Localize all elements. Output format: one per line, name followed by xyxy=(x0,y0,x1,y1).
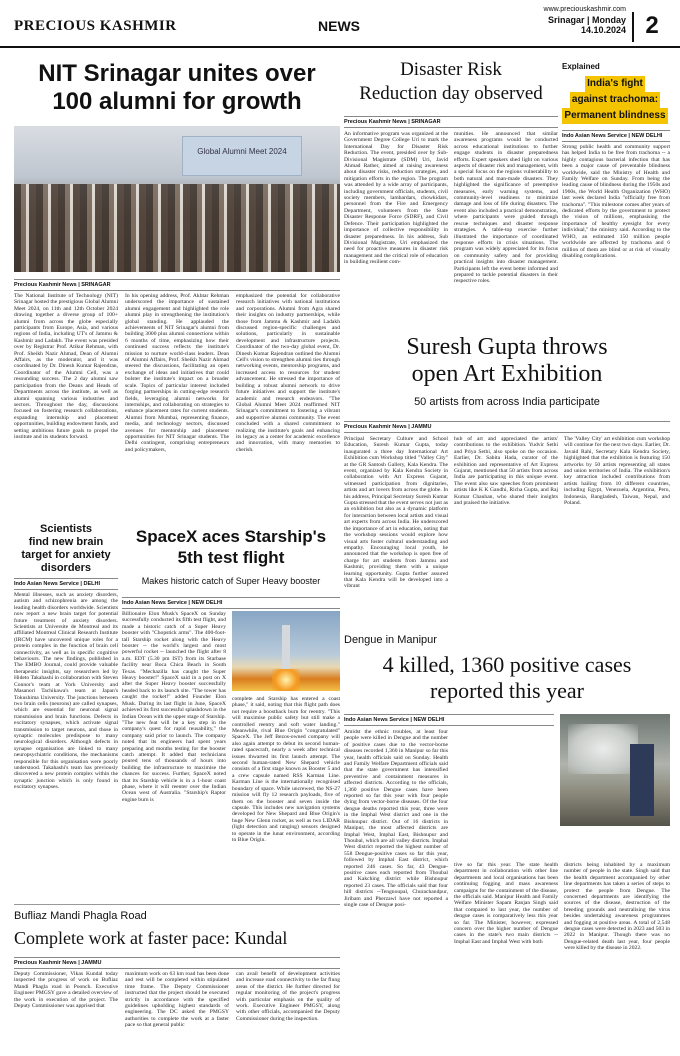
road-column-2: maximum work on 63 km road has been done and rest will be completed within stipulated time frame. The Deputy Commissioner instructed that the project should be executed strictly in accordance with the specified guidelines upholding highest standards of engineering. The DC asked the PMGSY authorities to complete the work at a faster pace so that general public xyxy=(125,971,229,1029)
nit-column-3: emphasized the potential for collaborative research initiatives with national institutions and corporations. Alumni from Agra shared their insights on industry partnerships, while those from Jammu & Kashmir and Ladakh discussed region-specific challenges and solutions, particularly in sustainable development and infrastructure projects. Coordinator of the two-day global event, Dr. Dinesh Kumar Rajendran outlined the Alumni Cell's vision to strengthen alumni ties through networking events, mentorship programs, and increased access to resources for student advancement. He stressed the importance of building a robust alumni network to drive future initiatives and support the institute's academic and research endeavors. "The Global Alumni Meet 2024 reaffirmed NIT Srinagar's commitment to fostering a vibrant and supportive alumni community. The event concluded with a shared commitment to realizing the institute's goals and enhancing its legacy as a center for academic excellence and innovation, with many memories to cherish. xyxy=(236,293,340,453)
dengue-headline-line-2: reported this year xyxy=(430,678,584,703)
spacex-launch-photo xyxy=(232,611,340,691)
trachoma-headline-line-2: against trachoma: xyxy=(570,92,660,108)
dengue-column-2: tive so far this year. The state health department in collaboration with other line departments and local organisations has been continuing fogging and mass awareness campaigns for the containment of the disease, the officials said. Manipur Health and Family Welfare Minister Sapam Ranjan Singh said that compared to last year, the number of dengue cases is comparatively less this year so far. The Minister, however, expressed concern over the higher number of Dengue cases in the state's two main districts -- Imphal East and Imphal West with both xyxy=(454,862,558,945)
page-number: 2 xyxy=(632,12,670,42)
road-kicker: Bufliaz Mandi Phagla Road xyxy=(14,910,147,922)
section-label: NEWS xyxy=(318,18,360,34)
spacex-subhead: Makes historic catch of Super Heavy booster xyxy=(141,576,321,586)
nit-headline-line-2: 100 alumni for growth xyxy=(52,88,302,115)
disaster-byline: Precious Kashmir News | SRINAGAR xyxy=(344,116,558,128)
spacex-column-2: complete and Starship has entered a coast phase," it said, noting that this flight path does not require a boostback burn for reentry. "This will maximise public safety but still make a controlled reentry and soft water landing." Meanwhile, rival Blue Origin "congratulated" SpaceX. The Jeff Bezos-owned company will also again attempt to debut its second human-rated spacecraft, nearly a week after technical issues thwarted its first launch attempt. The second human-rated New Shepard vehicle consists of a first stage known as Booster 5 and a crew capsule named RSS Karman Line. Karman Line is the internationally recognised boundary of space. While uncrewed, the NS-27 mission will fly 12 research payloads, five of them on the booster and seven inside the capsule. This includes new navigation systems developed for New Shepard and Blue Origin's huge New Glenn rocket, as well as two LIDAR (light detection and ranging) sensors designed to operate in the lunar environment, according to Blue Origin. xyxy=(232,696,340,843)
road-column-1: Deputy Commissioner, Vikas Kundal today inspected the progress of work on Bufliaz Mandi Phagla road in Poonch. Executive Engineer PMGSY gave a detailed overview of the work in execution of the project. The Deputy Commissioner was apprised that xyxy=(14,971,118,1010)
trachoma-kicker: Explained xyxy=(562,62,600,71)
dengue-kicker: Dengue in Manipur xyxy=(344,634,437,646)
scientists-headline-line-3: target for anxiety xyxy=(21,549,111,561)
issue-date: 14.10.2024 xyxy=(580,25,626,35)
art-headline-line-2: open Art Exhibition xyxy=(411,361,603,387)
art-column-3: The 'Valley City' art exhibition cum workshop will continue for the next two days. Earlier, Dr. Javaid Rahi, Secretary Kala Kendra Society, highlighted that the exhibition is featuring 150 artworks by 50 artists representing all states and union territories of India. The exhibition's key attraction included contributions from artists hailing from 10 different countries, including Egypt, Venezuela, Argentina, Peru, Indonesia, Bangladesh, Taiwan, Nepal, and Poland. xyxy=(564,436,670,507)
trachoma-body: Strong public health and community support has helped India to be free from trachoma -- a highly contagious bacterial infection that has been a major cause of preventable blindness worldwide, said the Ministry of Health and Family Welfare on Sunday. From being the leading cause of blindness during the 1950s and 1960s, the World Health Organization (WHO) last week declared India "officially free from trachoma". "This milestone comes after years of dedicated efforts by the government to protect the vision of millions, emphasising the importance of healthy eyesight for every individual," the ministry said. According to the WHO, an estimated 150 million people worldwide are affected by trachoma and 6 million of them are blind or at risk of visually disabling complications. xyxy=(562,144,670,259)
rocket-icon xyxy=(282,625,290,671)
dengue-fogging-photo xyxy=(560,714,670,826)
date-block xyxy=(548,15,626,35)
dengue-column-3: districts being inhabited by a maximum number of people in the state. Singh said that the health department accompanied by other line departments has taken a series of steps to protect the people from Dengue. The concerned departments are identifying the sources of the disease, destruction of the breeding grounds and neutralising the virus besides undertaking awareness programmes and fogging at positive areas. A total of 2,548 dengue cases were detected in 2023 and 503 in 2022 in Manipur. Though there was no Dengue-related death last year, four people were killed by the disease in 2022. xyxy=(564,862,670,952)
disaster-headline-line-1: Disaster Risk xyxy=(400,59,502,80)
road-byline: Precious Kashmir News | JAMMU xyxy=(14,957,340,969)
trachoma-byline: Indo Asian News Service | NEW DELHI xyxy=(562,130,670,142)
scientists-headline-line-1: Scientists xyxy=(40,523,92,535)
nit-photo-people xyxy=(14,184,340,272)
art-headline xyxy=(344,334,670,388)
scientists-body: Mental illnesses, such as anxiety disorders, autism and schizophrenia are among the leading health disorders worldwide. Scientists now report a new brain target for potential future treatment of anxiety disorders. Scientists at Universite de Montreal and its affiliated Montreal Clinical Research Institute (IRCM) have uncovered unique roles for a protein complex in the function of brain cell connectivity, as well as in specific cognitive behaviours. The new findings, published in The EMBO Journal, could provide valuable therapeutic insights, say researchers led by Hideto Takahashi in collaboration with Steven Connor's team at York University and Masanori Tachikawa's team at Japan's Tokushima University. The junctions between two brain cells (neurons) are called synapses, which are essential for neuronal signal transmission and brain functions. Defects in excitatory synapses, which activate signal transmission to target neurons, and those in synaptic molecules predispose to many neurological disorders. Although defects in synapse organisation are linked to many neuropsychiatric conditions, the mechanisms responsible for this organisation were poorly understood. Takahashi's team has previously discovered a new protein complex within the synaptic junction which is only found in excitatory synapses. xyxy=(14,592,118,791)
trachoma-headline xyxy=(560,76,670,124)
worker-figure xyxy=(630,744,654,816)
disaster-column-2: munities. He announced that similar awareness programs would be conducted across educational institutions to further engage students in disaster preparedness efforts. Expert speakers shed light on various aspects of disaster risk and management, with a special focus on the regions vulnerability to both natural and man-made disasters. They highlighted the significance of preemptive measures, early warning systems, and community-level readiness to minimize damage and loss of life during disasters. The event also included a practical demonstration, where participants were guided through rescue techniques and disaster response strategies. A table-top exercise further illustrated the importance of coordinated response efforts in crisis situations. The program was widely appreciated for its focus on community safety and for providing practical insights into disaster management. Participants left the event better informed and prepared to tackle potential disasters in their respective roles. xyxy=(454,131,558,285)
nit-byline: Precious Kashmir News | SRINAGAR xyxy=(14,279,340,291)
art-subhead: 50 artists from across India participate xyxy=(414,396,600,408)
masthead-title: PRECIOUS KASHMIR xyxy=(14,18,177,34)
disaster-headline xyxy=(344,58,558,106)
spacex-headline xyxy=(122,526,340,568)
scientists-byline: Indo Asian News Service | DELHI xyxy=(14,578,118,590)
dengue-headline-line-1: 4 killed, 1360 positive cases xyxy=(382,652,632,677)
art-column-2: hub of art and appreciated the artists' contributions to the exhibition. Yudvir Sethi and Priya Sethi, also spoke on the occasion. Earlier, Dr. Sabita Hada, curator of the exhibition and representative of Art Express Gujarat, mentioned that 50 artists from across India are participating in this unique event. The event also saw speeches from prominent artists like K K Gandhi, Richa Gupta, and Raj Kumar Chauhan, who shared their insights and praised the initiative. xyxy=(454,436,558,507)
road-column-3: can avail benefit of development activities and increase road connectivity to the far flung areas of the district. He further directed for regular monitoring of the project's progress with particular emphasis on the quality of work. Executive Engineer PMGSY, along with other officials, accompanied the Deputy Commissioner during the inspection. xyxy=(236,971,340,1022)
road-headline: Complete work at faster pace: Kundal xyxy=(14,928,288,948)
website-url: www.preciouskashmir.com xyxy=(543,6,626,13)
disaster-headline-line-2: Reduction day observed xyxy=(359,83,543,104)
art-byline: Precious Kashmir News | JAMMU xyxy=(344,421,670,433)
nit-headline xyxy=(14,60,340,116)
trachoma-headline-line-3: Permanent blindness xyxy=(562,108,667,124)
dengue-byline: Indo Asian News Service | NEW DELHI xyxy=(344,714,554,726)
nit-photo-banner: Global Alumni Meet 2024 xyxy=(182,136,302,176)
scientists-headline-line-2: find new brain xyxy=(28,536,104,548)
nit-group-photo xyxy=(14,126,340,272)
trachoma-headline-line-1: India's fight xyxy=(585,76,645,92)
road-divider xyxy=(14,904,340,905)
fog-cloud-icon xyxy=(568,724,638,774)
flame-icon xyxy=(272,669,300,691)
art-column-1: Principal Secretary Culture and School Education, Suresh Kumar Gupta, today inaugurated a three day International Art Exhibition cum Workshop titled "Valley City" at the GR Santosh Gallery, Kala Kendra. The event, organized by Kala Kendra Society in collaboration with Art Express Gujarat, witnessed participation from dignitaries, artists and art lovers from across the globe. In his address, Principal Secretary Suresh Kumar Gupta stressed that the event serves not just as an exhibition but also as a dynamic platform for interaction between local artists and visual art experts from across India. He underscored the importance of art in education, noting that the workshop sessions would explore how visual arts foster cultural understanding and empathy. Encouraging local youth, he announced that the workshop is open free of charge for art students from Jammu and Kashmir, providing them with a unique learning opportunity. Gupta further assured that Kala Kendra will be developed into a vibrant xyxy=(344,436,448,590)
nit-column-2: In his opening address, Prof. Akhtar Rehman underscored the importance of sustained alumni engagement and highlighted the role alumni play in strengthening the institution's global standing. He applauded the achievements of NIT Srinagar's alumni from building 3000 plus alumni connections within 6 months of time, emphasizing how their continued success reflects the institute's mission to nurture world-class leaders. Dean of Alumni Affairs, Prof. Sheikh Nazir Ahmad steered the discussions, facilitating an open exchange of ideas and initiatives that could bolster the institute's impact on a broader scale. Topics of particular interest included forging partnerships in cutting-edge research fields, leveraging alumni networks for internships, and collaborating on strategies to enhance placement rates for current students. Alumni from Mumbai, representing finance, media, and technology sectors, discussed avenues for mentorship and placement opportunities for NIT Srinagar students. The Delhi contingent, comprising entrepreneurs and policymakers, xyxy=(125,293,229,453)
scientists-headline-line-4: disorders xyxy=(40,562,92,574)
dengue-column-1: Amidst the ethnic troubles, at least four people were killed in Dengue and the number of positive cases due to the vector-borne diseases recorded 1,360 in Manipur so far this year, health officials said on Sunday. Health and Family Welfare Department officials said that the state government has intensified preventive and containment measures in affected districts. According to the officials, 1,360 positive Dengue cases have been reported so far this year with four people dying from vector-borne diseases. Of the four dengue deaths reported this year, three were in the Imphal West district and one in the Bishnupur district. Out of 16 districts in Manipur, the most affected districts are Imphal West, Imphal East, Bishnupur and Thoubal, which are all valley districts. Imphal West district reported the highest number of 558 Dengue-positive cases so far this year, followed by Imphal East district, which reported 246 cases. So far, 43 Dengue-positive cases each reported from Thoubal and Kakching district while Bishnupur reported 23 cases. The officials said that four hill districts --Tengnoupal, Churachandpur, Jiribam and Pherzawl have not reported a single case of Dengue posi- xyxy=(344,729,448,908)
date-line: Srinagar | Monday xyxy=(547,15,626,25)
dengue-headline xyxy=(344,652,670,704)
spacex-byline: Indo Asian News Service | NEW DELHI xyxy=(122,597,340,609)
spacex-headline-line-2: 5th test flight xyxy=(177,548,285,567)
nit-headline-line-1: NIT Srinagar unites over xyxy=(38,60,316,87)
nit-column-1: The National Institute of Technology (NIT) Srinagar hosted the prestigious Global Alumni Meet 2024, on 11th and 12th October 2024 drawing together a diverse group of 100+ alumni from across the globe especially participants from Europe, Asia, and various regions of India, including UT's of Jammu & Kashmir and Ladakh. The event was presided over by Registrar Prof. Atikur Rehman, with Prof. Sheikh Nazir Ahmad, Dean of Alumni Affairs, as the moderator, and it was coordinated by Dr. Dinesh Kumar Rajendran, Coordinator of the Alumni Cell, was a resounding success. The 2 day alumni saw participation from the Deans and Heads of Departments across the institute, as well as alumni spanning various industries and sectors. Throughout the day, discussions focused on fostering research collaborations, expanding internship and placement opportunities, building endowment funds, and setting ambitious future goals to propel the institute and its students forward. xyxy=(14,293,118,440)
art-headline-line-1: Suresh Gupta throws xyxy=(406,334,608,360)
scientists-headline xyxy=(14,523,118,575)
spacex-headline-line-1: SpaceX aces Starship's xyxy=(135,527,327,546)
disaster-column-1: An informative program was organized at the Government Degree College Uri to mark the International Day for Disaster Risk Reduction. The event, presided over by Sub-Divisional Magistrate (SDM) Uri, Javid Ahmad Rather, aimed at raising awareness about disaster risks, reduction strategies, and mitigation efforts in the region. The program was attended by a wide array of participants, including government officials, students, civil society members, lambardars, chowkidars, personnel from the Fire and Emergency Department, volunteers from the State Disaster Response Force (SDRF), and Civil Defence. Their participation highlighted the importance of collective responsibility in disaster preparedness. In his address, Sub Divisional Magistrate, Uri emphasized the need for proactive measures in disaster risk management and the critical role of education in building resilient com- xyxy=(344,131,448,266)
spacex-column-1: Billionaire Elon Musk's SpaceX on Sunday successfully conducted its fifth test flight, and made a historic catch of a Super Heavy booster with "Chopstick arms". The 400-foot-tall Starship rocket along with the Heavy booster -- the world's largest and most powerful rocket -- launched the flight after 8 a.m. EDT (5.30 pm IST) from its Starbase facility near Boca Chica Beach in South Texas. "Mechazilla has caught the Super Heavy booster!" SpaceX said in a post on X after the Super Heavy booster successfully headed back to its launch site. "The tower has caught the rocket!" added Founder Elon Musk. During its last flight in June, SpaceX achieved its first successful splashdown in the Indian Ocean with the upper stage of Starship. "The new feat will be a key step in the company's quest for rapid reusability," the company said prior to launch. The company noted that its engineers had spent years preparing and months testing for the booster catch attempt. It added that technicians poured tens of thousands of hours into building the infrastructure to maximise the chances for success. Further, SpaceX noted that its Starship vehicle is in a 1-hour coast phase, where it will reenter over the Indian Ocean west of Australia. "Starship's Raptor engine burn is xyxy=(122,611,226,803)
